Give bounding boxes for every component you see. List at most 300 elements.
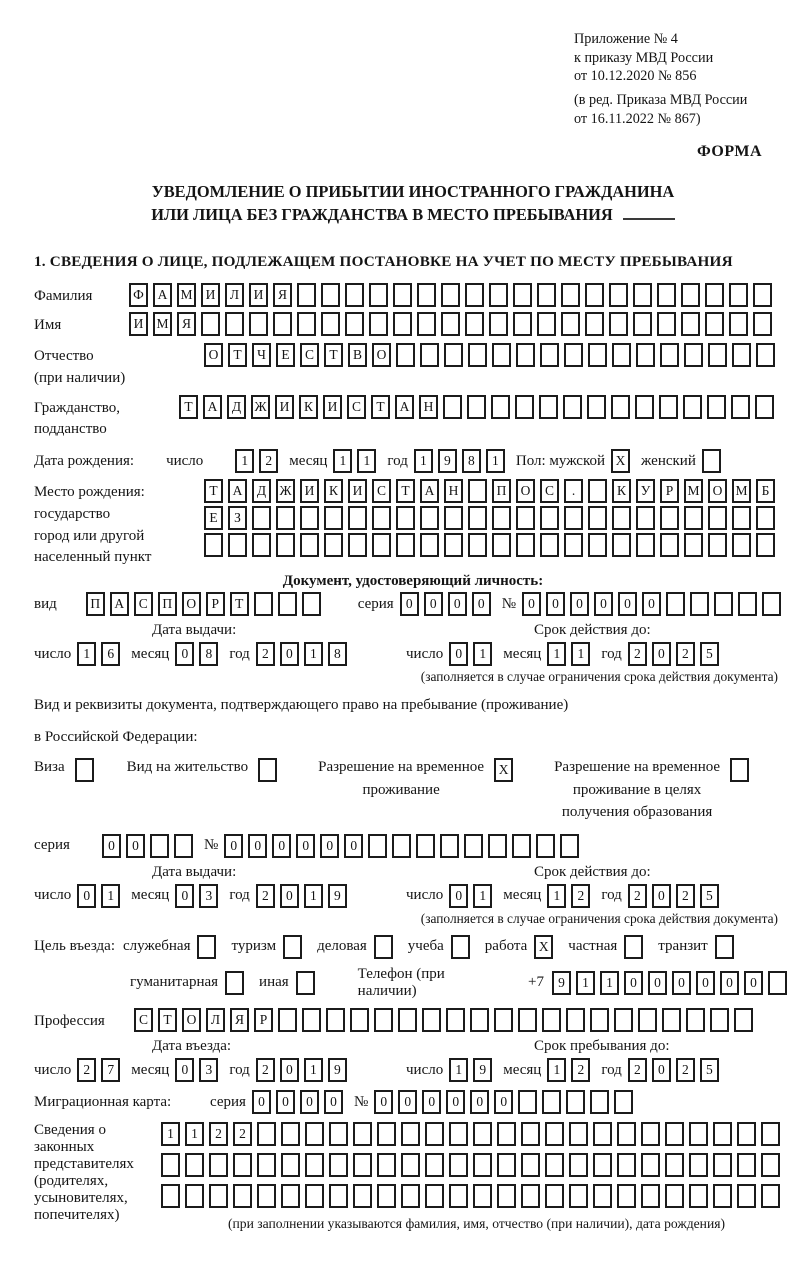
char-box[interactable]: Ф	[129, 283, 148, 307]
char-box[interactable]	[614, 1090, 633, 1114]
char-box[interactable]	[761, 1122, 780, 1146]
char-box[interactable]	[305, 1122, 324, 1146]
char-box[interactable]: Б	[756, 479, 775, 503]
char-box[interactable]: 1	[473, 642, 492, 666]
char-box[interactable]	[566, 1008, 585, 1032]
char-box[interactable]: 0	[652, 884, 671, 908]
char-box[interactable]: 0	[398, 1090, 417, 1114]
char-box[interactable]	[518, 1090, 537, 1114]
char-box[interactable]	[401, 1122, 420, 1146]
char-box[interactable]	[276, 506, 295, 530]
char-box[interactable]: 0	[449, 884, 468, 908]
char-box[interactable]	[467, 395, 486, 419]
char-box[interactable]	[302, 1008, 321, 1032]
char-box[interactable]	[587, 395, 606, 419]
char-box[interactable]: 2	[571, 884, 590, 908]
char-box[interactable]: П	[492, 479, 511, 503]
char-box[interactable]	[690, 592, 709, 616]
char-box[interactable]: 0	[126, 834, 145, 858]
char-box[interactable]	[369, 312, 388, 336]
char-box[interactable]	[633, 312, 652, 336]
char-box[interactable]	[713, 1122, 732, 1146]
char-box[interactable]	[683, 395, 702, 419]
char-box[interactable]	[569, 1122, 588, 1146]
char-box[interactable]	[449, 1122, 468, 1146]
char-box[interactable]: 2	[209, 1122, 228, 1146]
char-box[interactable]: 0	[300, 1090, 319, 1114]
char-box[interactable]: 0	[494, 1090, 513, 1114]
char-box[interactable]: 0	[546, 592, 565, 616]
char-box[interactable]	[729, 312, 748, 336]
char-box[interactable]	[257, 1184, 276, 1208]
char-box[interactable]	[730, 758, 749, 782]
char-box[interactable]	[393, 283, 412, 307]
char-box[interactable]	[441, 283, 460, 307]
char-box[interactable]	[321, 283, 340, 307]
char-box[interactable]: .	[564, 479, 583, 503]
char-box[interactable]	[545, 1122, 564, 1146]
char-box[interactable]	[350, 1008, 369, 1032]
char-box[interactable]	[473, 1122, 492, 1146]
char-box[interactable]: 8	[199, 642, 218, 666]
char-box[interactable]	[563, 395, 582, 419]
char-box[interactable]	[497, 1184, 516, 1208]
char-box[interactable]	[617, 1122, 636, 1146]
char-box[interactable]	[641, 1122, 660, 1146]
char-box[interactable]	[732, 533, 751, 557]
char-box[interactable]: 0	[652, 1058, 671, 1082]
char-box[interactable]: 0	[424, 592, 443, 616]
char-box[interactable]: Ж	[251, 395, 270, 419]
char-box[interactable]: М	[153, 312, 172, 336]
char-box[interactable]	[425, 1184, 444, 1208]
char-box[interactable]	[321, 312, 340, 336]
char-box[interactable]: А	[395, 395, 414, 419]
char-box[interactable]	[635, 395, 654, 419]
char-box[interactable]: Н	[419, 395, 438, 419]
char-box[interactable]: И	[201, 283, 220, 307]
char-box[interactable]: 0	[522, 592, 541, 616]
char-box[interactable]	[281, 1122, 300, 1146]
char-box[interactable]	[588, 343, 607, 367]
char-box[interactable]	[756, 343, 775, 367]
char-box[interactable]	[705, 312, 724, 336]
char-box[interactable]	[233, 1153, 252, 1177]
char-box[interactable]: К	[612, 479, 631, 503]
char-box[interactable]: 1	[414, 449, 433, 473]
char-box[interactable]	[348, 506, 367, 530]
char-box[interactable]	[638, 1008, 657, 1032]
char-box[interactable]: 9	[438, 449, 457, 473]
char-box[interactable]: 0	[224, 834, 243, 858]
char-box[interactable]: Н	[444, 479, 463, 503]
char-box[interactable]: 0	[744, 971, 763, 995]
char-box[interactable]	[612, 506, 631, 530]
char-box[interactable]: 0	[696, 971, 715, 995]
char-box[interactable]	[617, 1184, 636, 1208]
char-box[interactable]: 2	[77, 1058, 96, 1082]
char-box[interactable]: 1	[486, 449, 505, 473]
char-box[interactable]	[521, 1153, 540, 1177]
char-box[interactable]	[401, 1153, 420, 1177]
char-box[interactable]	[324, 533, 343, 557]
char-box[interactable]	[560, 834, 579, 858]
char-box[interactable]: 7	[101, 1058, 120, 1082]
char-box[interactable]	[398, 1008, 417, 1032]
char-box[interactable]	[705, 283, 724, 307]
char-box[interactable]	[684, 506, 703, 530]
char-box[interactable]	[252, 506, 271, 530]
char-box[interactable]: 1	[77, 642, 96, 666]
char-box[interactable]: 0	[320, 834, 339, 858]
char-box[interactable]	[521, 1184, 540, 1208]
char-box[interactable]	[374, 935, 393, 959]
char-box[interactable]: 0	[77, 884, 96, 908]
char-box[interactable]	[468, 343, 487, 367]
char-box[interactable]: О	[182, 592, 201, 616]
char-box[interactable]: 0	[280, 1058, 299, 1082]
char-box[interactable]: Ж	[276, 479, 295, 503]
char-box[interactable]: 2	[233, 1122, 252, 1146]
char-box[interactable]	[464, 834, 483, 858]
char-box[interactable]	[516, 343, 535, 367]
char-box[interactable]	[161, 1153, 180, 1177]
char-box[interactable]	[756, 506, 775, 530]
char-box[interactable]	[708, 533, 727, 557]
char-box[interactable]: 1	[161, 1122, 180, 1146]
char-box[interactable]	[515, 395, 534, 419]
char-box[interactable]	[174, 834, 193, 858]
char-box[interactable]: И	[348, 479, 367, 503]
char-box[interactable]	[660, 533, 679, 557]
char-box[interactable]	[417, 283, 436, 307]
char-box[interactable]: 0	[175, 884, 194, 908]
char-box[interactable]: 0	[448, 592, 467, 616]
char-box[interactable]: 0	[280, 884, 299, 908]
char-box[interactable]	[761, 1153, 780, 1177]
char-box[interactable]	[715, 935, 734, 959]
char-box[interactable]: Т	[228, 343, 247, 367]
char-box[interactable]: 1	[185, 1122, 204, 1146]
char-box[interactable]	[590, 1090, 609, 1114]
char-box[interactable]	[540, 343, 559, 367]
char-box[interactable]	[401, 1184, 420, 1208]
char-box[interactable]: 1	[101, 884, 120, 908]
char-box[interactable]: 0	[446, 1090, 465, 1114]
char-box[interactable]	[665, 1184, 684, 1208]
char-box[interactable]	[377, 1184, 396, 1208]
char-box[interactable]	[611, 395, 630, 419]
char-box[interactable]	[681, 283, 700, 307]
char-box[interactable]	[657, 283, 676, 307]
char-box[interactable]: 2	[676, 642, 695, 666]
char-box[interactable]	[273, 312, 292, 336]
char-box[interactable]: П	[86, 592, 105, 616]
char-box[interactable]	[324, 506, 343, 530]
char-box[interactable]	[689, 1184, 708, 1208]
char-box[interactable]: 0	[618, 592, 637, 616]
char-box[interactable]: О	[204, 343, 223, 367]
char-box[interactable]: 0	[280, 642, 299, 666]
char-box[interactable]	[753, 283, 772, 307]
char-box[interactable]: 2	[256, 884, 275, 908]
char-box[interactable]	[449, 1153, 468, 1177]
char-box[interactable]: К	[299, 395, 318, 419]
char-box[interactable]: 9	[328, 1058, 347, 1082]
char-box[interactable]	[609, 283, 628, 307]
char-box[interactable]	[713, 1153, 732, 1177]
char-box[interactable]	[633, 283, 652, 307]
char-box[interactable]	[422, 1008, 441, 1032]
char-box[interactable]: С	[300, 343, 319, 367]
char-box[interactable]	[497, 1122, 516, 1146]
char-box[interactable]: 0	[324, 1090, 343, 1114]
char-box[interactable]	[585, 283, 604, 307]
char-box[interactable]	[473, 1153, 492, 1177]
char-box[interactable]: 2	[628, 884, 647, 908]
char-box[interactable]	[300, 533, 319, 557]
char-box[interactable]	[444, 533, 463, 557]
char-box[interactable]: И	[300, 479, 319, 503]
char-box[interactable]: Ч	[252, 343, 271, 367]
char-box[interactable]	[393, 312, 412, 336]
char-box[interactable]: В	[348, 343, 367, 367]
char-box[interactable]	[738, 592, 757, 616]
char-box[interactable]: С	[134, 592, 153, 616]
char-box[interactable]	[396, 343, 415, 367]
char-box[interactable]	[396, 533, 415, 557]
char-box[interactable]	[420, 506, 439, 530]
char-box[interactable]	[470, 1008, 489, 1032]
char-box[interactable]	[283, 935, 302, 959]
char-box[interactable]: X	[611, 449, 630, 473]
char-box[interactable]: 0	[422, 1090, 441, 1114]
char-box[interactable]	[564, 506, 583, 530]
char-box[interactable]: Л	[225, 283, 244, 307]
char-box[interactable]: 1	[576, 971, 595, 995]
char-box[interactable]: 0	[102, 834, 121, 858]
char-box[interactable]: 0	[175, 642, 194, 666]
char-box[interactable]: М	[684, 479, 703, 503]
char-box[interactable]	[326, 1008, 345, 1032]
char-box[interactable]: С	[540, 479, 559, 503]
char-box[interactable]: X	[534, 935, 553, 959]
char-box[interactable]	[561, 283, 580, 307]
char-box[interactable]	[209, 1153, 228, 1177]
char-box[interactable]	[731, 395, 750, 419]
char-box[interactable]	[537, 312, 556, 336]
char-box[interactable]	[258, 758, 277, 782]
char-box[interactable]: О	[372, 343, 391, 367]
char-box[interactable]: 1	[304, 1058, 323, 1082]
char-box[interactable]: Д	[227, 395, 246, 419]
char-box[interactable]	[302, 592, 321, 616]
char-box[interactable]: 3	[199, 1058, 218, 1082]
char-box[interactable]: 9	[552, 971, 571, 995]
char-box[interactable]	[513, 283, 532, 307]
char-box[interactable]	[377, 1122, 396, 1146]
char-box[interactable]: А	[228, 479, 247, 503]
char-box[interactable]	[713, 1184, 732, 1208]
char-box[interactable]	[756, 533, 775, 557]
char-box[interactable]	[254, 592, 273, 616]
char-box[interactable]: 1	[357, 449, 376, 473]
char-box[interactable]	[737, 1184, 756, 1208]
char-box[interactable]: А	[420, 479, 439, 503]
char-box[interactable]	[345, 312, 364, 336]
char-box[interactable]	[201, 312, 220, 336]
char-box[interactable]	[684, 343, 703, 367]
char-box[interactable]	[659, 395, 678, 419]
char-box[interactable]	[281, 1153, 300, 1177]
char-box[interactable]: 8	[462, 449, 481, 473]
char-box[interactable]: 1	[333, 449, 352, 473]
char-box[interactable]	[420, 343, 439, 367]
char-box[interactable]	[684, 533, 703, 557]
char-box[interactable]: Т	[204, 479, 223, 503]
char-box[interactable]	[542, 1008, 561, 1032]
char-box[interactable]	[489, 283, 508, 307]
char-box[interactable]	[296, 971, 315, 995]
char-box[interactable]	[761, 1184, 780, 1208]
char-box[interactable]	[257, 1153, 276, 1177]
char-box[interactable]: П	[158, 592, 177, 616]
char-box[interactable]	[494, 1008, 513, 1032]
char-box[interactable]: Р	[206, 592, 225, 616]
char-box[interactable]	[233, 1184, 252, 1208]
char-box[interactable]	[276, 533, 295, 557]
char-box[interactable]	[497, 1153, 516, 1177]
char-box[interactable]: 2	[256, 1058, 275, 1082]
char-box[interactable]: 1	[547, 642, 566, 666]
char-box[interactable]: Т	[324, 343, 343, 367]
char-box[interactable]	[228, 533, 247, 557]
char-box[interactable]	[329, 1122, 348, 1146]
char-box[interactable]	[444, 343, 463, 367]
char-box[interactable]	[588, 479, 607, 503]
char-box[interactable]: 1	[449, 1058, 468, 1082]
char-box[interactable]: Д	[252, 479, 271, 503]
char-box[interactable]	[614, 1008, 633, 1032]
char-box[interactable]	[665, 1153, 684, 1177]
char-box[interactable]	[449, 1184, 468, 1208]
char-box[interactable]: 1	[547, 1058, 566, 1082]
char-box[interactable]	[588, 506, 607, 530]
char-box[interactable]	[345, 283, 364, 307]
char-box[interactable]	[585, 312, 604, 336]
char-box[interactable]	[708, 343, 727, 367]
char-box[interactable]	[368, 834, 387, 858]
char-box[interactable]	[662, 1008, 681, 1032]
char-box[interactable]	[492, 506, 511, 530]
char-box[interactable]: 5	[700, 884, 719, 908]
char-box[interactable]	[737, 1122, 756, 1146]
char-box[interactable]	[297, 312, 316, 336]
char-box[interactable]	[425, 1153, 444, 1177]
char-box[interactable]: 0	[449, 642, 468, 666]
char-box[interactable]: Е	[204, 506, 223, 530]
char-box[interactable]: 1	[304, 642, 323, 666]
char-box[interactable]	[540, 533, 559, 557]
char-box[interactable]	[545, 1153, 564, 1177]
char-box[interactable]: И	[323, 395, 342, 419]
char-box[interactable]: 2	[676, 1058, 695, 1082]
char-box[interactable]: О	[516, 479, 535, 503]
char-box[interactable]	[516, 533, 535, 557]
char-box[interactable]	[737, 1153, 756, 1177]
char-box[interactable]: О	[182, 1008, 201, 1032]
char-box[interactable]: М	[732, 479, 751, 503]
char-box[interactable]: 1	[600, 971, 619, 995]
char-box[interactable]	[278, 1008, 297, 1032]
char-box[interactable]: 3	[199, 884, 218, 908]
char-box[interactable]	[708, 506, 727, 530]
char-box[interactable]	[612, 343, 631, 367]
char-box[interactable]	[545, 1184, 564, 1208]
char-box[interactable]	[444, 506, 463, 530]
char-box[interactable]	[374, 1008, 393, 1032]
char-box[interactable]: 6	[101, 642, 120, 666]
char-box[interactable]	[762, 592, 781, 616]
char-box[interactable]: 9	[328, 884, 347, 908]
char-box[interactable]: 1	[547, 884, 566, 908]
char-box[interactable]: 0	[175, 1058, 194, 1082]
char-box[interactable]	[624, 935, 643, 959]
char-box[interactable]: Т	[158, 1008, 177, 1032]
char-box[interactable]	[564, 533, 583, 557]
char-box[interactable]	[516, 506, 535, 530]
char-box[interactable]	[702, 449, 721, 473]
char-box[interactable]: 2	[676, 884, 695, 908]
char-box[interactable]	[593, 1122, 612, 1146]
char-box[interactable]	[732, 343, 751, 367]
char-box[interactable]	[329, 1153, 348, 1177]
char-box[interactable]: 0	[248, 834, 267, 858]
char-box[interactable]	[569, 1184, 588, 1208]
char-box[interactable]	[372, 506, 391, 530]
char-box[interactable]: Т	[396, 479, 415, 503]
char-box[interactable]	[278, 592, 297, 616]
char-box[interactable]	[396, 506, 415, 530]
char-box[interactable]	[536, 834, 555, 858]
char-box[interactable]: Я	[273, 283, 292, 307]
char-box[interactable]: 0	[470, 1090, 489, 1114]
char-box[interactable]	[369, 283, 388, 307]
char-box[interactable]	[348, 533, 367, 557]
char-box[interactable]: Т	[179, 395, 198, 419]
char-box[interactable]	[465, 283, 484, 307]
char-box[interactable]: 0	[296, 834, 315, 858]
char-box[interactable]: Р	[254, 1008, 273, 1032]
char-box[interactable]	[491, 395, 510, 419]
char-box[interactable]: 0	[624, 971, 643, 995]
char-box[interactable]	[392, 834, 411, 858]
char-box[interactable]: Р	[660, 479, 679, 503]
char-box[interactable]	[755, 395, 774, 419]
char-box[interactable]	[468, 506, 487, 530]
char-box[interactable]: И	[275, 395, 294, 419]
char-box[interactable]	[468, 479, 487, 503]
char-box[interactable]: Т	[230, 592, 249, 616]
char-box[interactable]	[443, 395, 462, 419]
char-box[interactable]: 5	[700, 1058, 719, 1082]
char-box[interactable]	[305, 1153, 324, 1177]
char-box[interactable]	[732, 506, 751, 530]
char-box[interactable]	[512, 834, 531, 858]
char-box[interactable]: 1	[473, 884, 492, 908]
char-box[interactable]: 0	[472, 592, 491, 616]
char-box[interactable]	[665, 1122, 684, 1146]
